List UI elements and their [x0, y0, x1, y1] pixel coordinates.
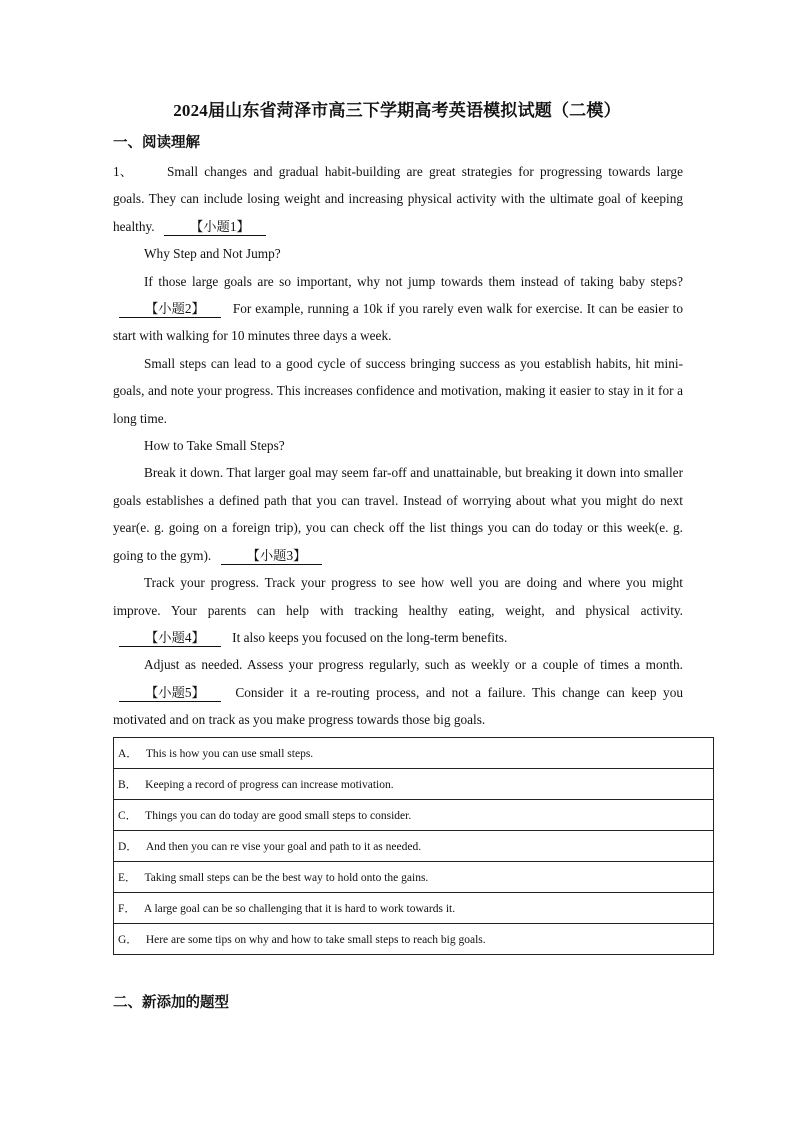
option-letter: D．: [118, 841, 138, 853]
page-title: 2024届山东省菏泽市高三下学期高考英语模拟试题（二模）: [173, 101, 621, 120]
blank-1[interactable]: 【小题1】: [164, 218, 266, 236]
option-text: Things you can do today are good small steps to consider.: [145, 810, 412, 822]
blank-4[interactable]: 【小题4】: [119, 629, 221, 647]
passage-paragraph-3: Small steps can lead to a good cycle of success bringing success as you establish habits, hit mini-goals, and note your progress. This increases confidence and motivation, making it easier to stay in it for a long time.: [113, 355, 683, 426]
option-letter: C．: [118, 810, 138, 822]
blank-3[interactable]: 【小题3】: [221, 547, 323, 565]
passage-paragraph-1: 1、 Small changes and gradual habit-building are great strategies for progressing towards large goals. They can include losing weight and increasing physical activity with the ultimate goal of keeping healthy. 【小题1】: [113, 158, 683, 240]
option-row-g: [114, 924, 714, 955]
option-row-a: [114, 738, 714, 769]
option-text: Here are some tips on why and how to take small steps to reach big goals.: [145, 934, 486, 946]
passage-paragraph-5: Track your progress. Track your progress to see how well you are doing and where you might improve. Your parents can help with tracking healthy eating, weight, and physical activity. 【小题4】 It also keeps you focused on the long-term benefits.: [113, 575, 683, 645]
option-letter: B．: [118, 779, 138, 791]
passage-paragraph-4: Break it down. That larger goal may seem far-off and unattainable, but breaking it down into smaller goals establishes a defined path that you can travel. Instead of worrying about what you might do next year(e. g. going on a foreign trip), you can check off the list things you can do today or this week(e. g. going to the gym). 【小题3】: [113, 465, 683, 563]
option-row-d: [114, 831, 714, 862]
option-row-c: [114, 800, 714, 831]
section-heading-reading: 一、阅读理解: [113, 135, 200, 151]
option-row-e: [114, 862, 714, 893]
option-letter: A．: [118, 748, 138, 760]
option-row-b: [114, 769, 714, 800]
passage-paragraph-6: Adjust as needed. Assess your progress regularly, such as weekly or a couple of times a month. 【小题5】 Consider it a re-routing process, and not a failure. This change can keep you motivated and on track as you make progress towards those big goals.: [113, 657, 683, 728]
section-heading-new-type: 二、新添加的题型: [113, 995, 229, 1011]
blank-2[interactable]: 【小题2】: [119, 300, 221, 318]
option-text: This is how you can use small steps.: [145, 748, 314, 760]
option-letter: F．: [118, 903, 136, 915]
option-text: And then you can re vise your goal and path to it as needed.: [145, 841, 422, 853]
blank-5[interactable]: 【小题5】: [119, 684, 221, 702]
option-text: Taking small steps can be the best way to hold onto the gains.: [144, 872, 429, 884]
option-letter: G．: [118, 934, 138, 946]
options-table: [113, 737, 714, 955]
passage-paragraph-2: If those large goals are so important, why not jump towards them instead of taking baby steps? 【小题2】 For example, running a 10k if you rarely even walk for exercise. It can be easier to start with walking for 10 minutes three days a week.: [113, 273, 684, 344]
option-text: A large goal can be so challenging that it is hard to work towards it.: [143, 903, 456, 915]
option-row-f: [114, 893, 714, 924]
question-number: 1、: [113, 164, 133, 179]
passage-subheading-2: How to Take Small Steps?: [144, 438, 285, 454]
reading-passage: [113, 158, 683, 734]
option-letter: E．: [118, 872, 137, 884]
passage-subheading-1: Why Step and Not Jump?: [144, 246, 281, 262]
option-text: Keeping a record of progress can increase motivation.: [145, 779, 394, 791]
